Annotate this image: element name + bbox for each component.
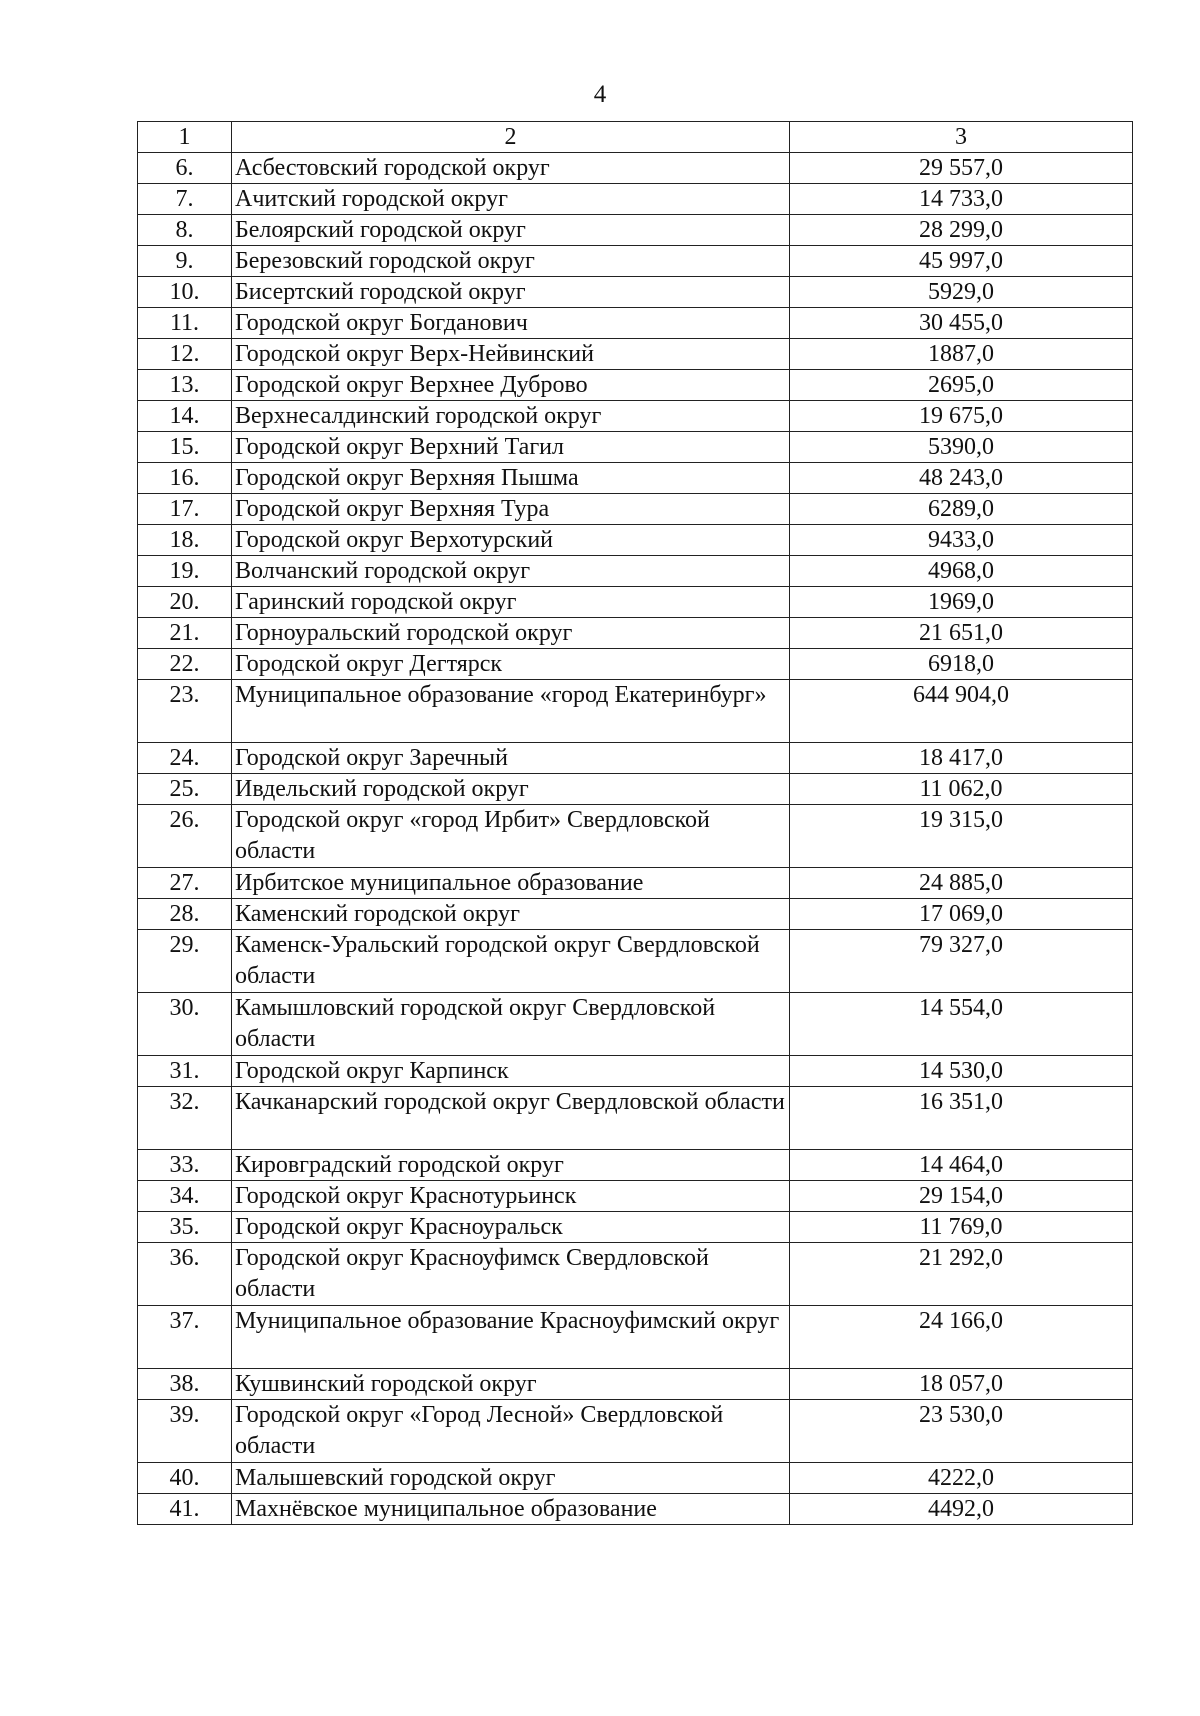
row-number: 25. [138,774,232,805]
amount-value: 21 651,0 [790,618,1133,649]
row-number: 17. [138,494,232,525]
header-col-2: 2 [232,122,790,153]
amount-value: 1887,0 [790,339,1133,370]
amount-value: 14 464,0 [790,1150,1133,1181]
table-row [138,1181,1133,1212]
table-row [138,246,1133,277]
amount-value: 5390,0 [790,432,1133,463]
municipality-name: Махнёвское муниципальное образование [232,1494,790,1525]
municipality-name: Волчанский городской округ [232,556,790,587]
row-number: 33. [138,1150,232,1181]
municipality-name: Городской округ Верхний Тагил [232,432,790,463]
row-number: 26. [138,805,232,868]
table-row [138,525,1133,556]
amount-value: 11 769,0 [790,1212,1133,1243]
table-row [138,743,1133,774]
row-number: 34. [138,1181,232,1212]
amount-value: 21 292,0 [790,1243,1133,1306]
table-row [138,339,1133,370]
table-row [138,1243,1133,1306]
municipality-name: Каменский городской округ [232,899,790,930]
row-number: 39. [138,1400,232,1463]
municipality-name: Городской округ Верхняя Тура [232,494,790,525]
municipality-name: Ивдельский городской округ [232,774,790,805]
row-number: 11. [138,308,232,339]
row-number: 19. [138,556,232,587]
amount-value: 29 154,0 [790,1181,1133,1212]
table-row [138,1494,1133,1525]
amount-value: 18 057,0 [790,1369,1133,1400]
municipality-name: Камышловский городской округ Свердловской области [232,993,790,1056]
amount-value: 28 299,0 [790,215,1133,246]
municipality-name: Кировградский городской округ [232,1150,790,1181]
row-number: 20. [138,587,232,618]
municipality-name: Городской округ Красноуральск [232,1212,790,1243]
row-number: 28. [138,899,232,930]
municipality-name: Муниципальное образование Красноуфимский округ [232,1306,790,1369]
municipality-name: Ачитский городской округ [232,184,790,215]
municipality-name: Горноуральский городской округ [232,618,790,649]
row-number: 30. [138,993,232,1056]
row-number: 35. [138,1212,232,1243]
amount-value: 4492,0 [790,1494,1133,1525]
table-row [138,1150,1133,1181]
row-number: 10. [138,277,232,308]
row-number: 29. [138,930,232,993]
municipality-name: Городской округ Богданович [232,308,790,339]
budget-table [137,121,1133,1525]
amount-value: 2695,0 [790,370,1133,401]
row-number: 16. [138,463,232,494]
table-row [138,805,1133,868]
row-number: 27. [138,868,232,899]
amount-value: 644 904,0 [790,680,1133,743]
table-row [138,899,1133,930]
row-number: 38. [138,1369,232,1400]
amount-value: 45 997,0 [790,246,1133,277]
municipality-name: Березовский городской округ [232,246,790,277]
amount-value: 5929,0 [790,277,1133,308]
table-row [138,618,1133,649]
amount-value: 79 327,0 [790,930,1133,993]
municipality-name: Кушвинский городской округ [232,1369,790,1400]
municipality-name: Верхнесалдинский городской округ [232,401,790,432]
municipality-name: Качканарский городской округ Свердловской области [232,1087,790,1150]
row-number: 37. [138,1306,232,1369]
row-number: 7. [138,184,232,215]
table-row [138,993,1133,1056]
table-row [138,401,1133,432]
table-body [138,122,1133,1525]
table-row [138,680,1133,743]
municipality-name: Бисертский городской округ [232,277,790,308]
municipality-name: Городской округ Дегтярск [232,649,790,680]
municipality-name: Городской округ Верхнее Дуброво [232,370,790,401]
row-number: 13. [138,370,232,401]
table-row [138,868,1133,899]
amount-value: 6289,0 [790,494,1133,525]
table-row [138,1087,1133,1150]
municipality-name: Городской округ Красноуфимск Свердловской области [232,1243,790,1306]
municipality-name: Муниципальное образование «город Екатеринбург» [232,680,790,743]
municipality-name: Городской округ Верхняя Пышма [232,463,790,494]
row-number: 12. [138,339,232,370]
table-row [138,1056,1133,1087]
header-col-3: 3 [790,122,1133,153]
municipality-name: Городской округ Заречный [232,743,790,774]
amount-value: 30 455,0 [790,308,1133,339]
table-row [138,153,1133,184]
amount-value: 17 069,0 [790,899,1133,930]
amount-value: 19 675,0 [790,401,1133,432]
amount-value: 18 417,0 [790,743,1133,774]
table-row [138,494,1133,525]
row-number: 18. [138,525,232,556]
table-row [138,587,1133,618]
amount-value: 14 554,0 [790,993,1133,1056]
municipality-name: Городской округ Верхотурский [232,525,790,556]
table-row [138,556,1133,587]
row-number: 21. [138,618,232,649]
row-number: 22. [138,649,232,680]
municipality-name: Малышевский городской округ [232,1463,790,1494]
municipality-name: Ирбитское муниципальное образование [232,868,790,899]
municipality-name: Асбестовский городской округ [232,153,790,184]
row-number: 14. [138,401,232,432]
table-row [138,774,1133,805]
amount-value: 23 530,0 [790,1400,1133,1463]
table-row [138,370,1133,401]
municipality-name: Городской округ «город Ирбит» Свердловской области [232,805,790,868]
table-row [138,649,1133,680]
municipality-name: Гаринский городской округ [232,587,790,618]
table-row [138,277,1133,308]
row-number: 41. [138,1494,232,1525]
amount-value: 48 243,0 [790,463,1133,494]
row-number: 15. [138,432,232,463]
table-row [138,463,1133,494]
amount-value: 16 351,0 [790,1087,1133,1150]
table-row [138,930,1133,993]
table-row [138,1212,1133,1243]
amount-value: 4968,0 [790,556,1133,587]
amount-value: 6918,0 [790,649,1133,680]
amount-value: 24 166,0 [790,1306,1133,1369]
row-number: 40. [138,1463,232,1494]
row-number: 36. [138,1243,232,1306]
table-row [138,1463,1133,1494]
row-number: 23. [138,680,232,743]
municipality-name: Городской округ «Город Лесной» Свердловской области [232,1400,790,1463]
table-row [138,432,1133,463]
amount-value: 14 530,0 [790,1056,1133,1087]
amount-value: 9433,0 [790,525,1133,556]
row-number: 24. [138,743,232,774]
row-number: 8. [138,215,232,246]
amount-value: 29 557,0 [790,153,1133,184]
municipality-name: Городской округ Краснотурьинск [232,1181,790,1212]
amount-value: 4222,0 [790,1463,1133,1494]
row-number: 31. [138,1056,232,1087]
municipality-name: Городской округ Карпинск [232,1056,790,1087]
table-row [138,1369,1133,1400]
amount-value: 1969,0 [790,587,1133,618]
row-number: 32. [138,1087,232,1150]
table-row [138,1306,1133,1369]
table-row [138,308,1133,339]
header-col-1: 1 [138,122,232,153]
row-number: 9. [138,246,232,277]
table-header-row [138,122,1133,153]
amount-value: 24 885,0 [790,868,1133,899]
table-row [138,1400,1133,1463]
municipality-name: Городской округ Верх-Нейвинский [232,339,790,370]
table-row [138,215,1133,246]
row-number: 6. [138,153,232,184]
municipality-name: Белоярский городской округ [232,215,790,246]
table-row [138,184,1133,215]
municipality-name: Каменск-Уральский городской округ Свердловской области [232,930,790,993]
amount-value: 11 062,0 [790,774,1133,805]
amount-value: 14 733,0 [790,184,1133,215]
amount-value: 19 315,0 [790,805,1133,868]
page-number: 4 [593,81,607,108]
